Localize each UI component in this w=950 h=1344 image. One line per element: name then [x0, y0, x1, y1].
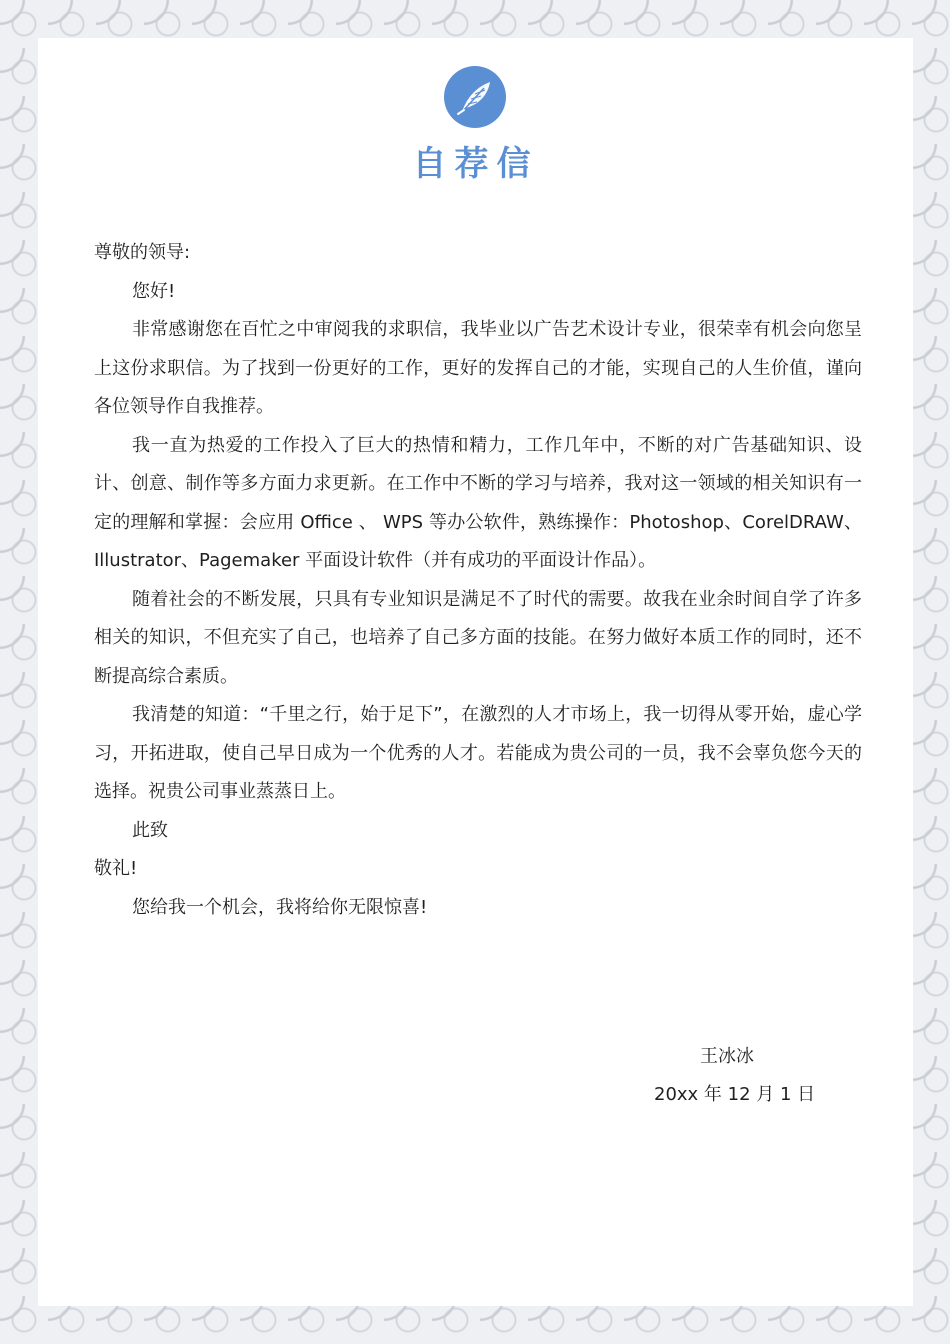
greeting: 您好! — [132, 280, 176, 302]
signature-name: 王冰冰 — [700, 1046, 754, 1067]
page-title: 自荐信 — [412, 144, 539, 184]
signature-block — [654, 1038, 854, 1114]
paragraph-3: 随着社会的不断发展，只具有专业知识是满足不了时代的需要。故我在业余时间自学了许多相关的知识，不但充实了自己，也培养了自己多方面的技能。在努力做好本质工作的同时，还不断提高综合素质。 — [94, 588, 862, 687]
letter-paper — [38, 38, 913, 1306]
closing-line-1: 此致 — [132, 819, 168, 841]
paragraph-1: 非常感谢您在百忙之中审阅我的求职信，我毕业以广告艺术设计专业，很荣幸有机会向您呈上这份求职信。为了找到一份更好的工作，更好的发挥自己的才能，实现自己的人生价值，谨向各位领导作自我推荐。 — [94, 319, 862, 417]
feather-quill-icon — [444, 66, 506, 128]
closing-line-2: 敬礼! — [94, 858, 138, 879]
letter-body — [94, 234, 862, 927]
paragraph-2: 我一直为热爱的工作投入了巨大的热情和精力，工作几年中，不断的对广告基础知识、设计、创意、制作等多方面力求更新。在工作中不断的学习与培养，我对这一领域的相关知识有一定的理解和掌握：会应用 Office 、 WPS 等办公软件，熟练操作：Photoshop、CorelDRAW、Illustrator、Pagemaker 平面设计软件（并有成功的平面设计作品）。 — [94, 434, 862, 571]
postscript: 您给我一个机会，我将给你无限惊喜! — [132, 896, 428, 918]
paragraph-4: 我清楚的知道：“千里之行，始于足下”，在激烈的人才市场上，我一切得从零开始，虚心学习，开拓进取，使自己早日成为一个优秀的人才。若能成为贵公司的一员，我不会辜负您今天的选择。祝贵公司事业蒸蒸日上。 — [94, 704, 862, 802]
signature-date: 20xx 年 12 月 1 日 — [654, 1084, 816, 1105]
salutation: 尊敬的领导: — [94, 242, 191, 263]
